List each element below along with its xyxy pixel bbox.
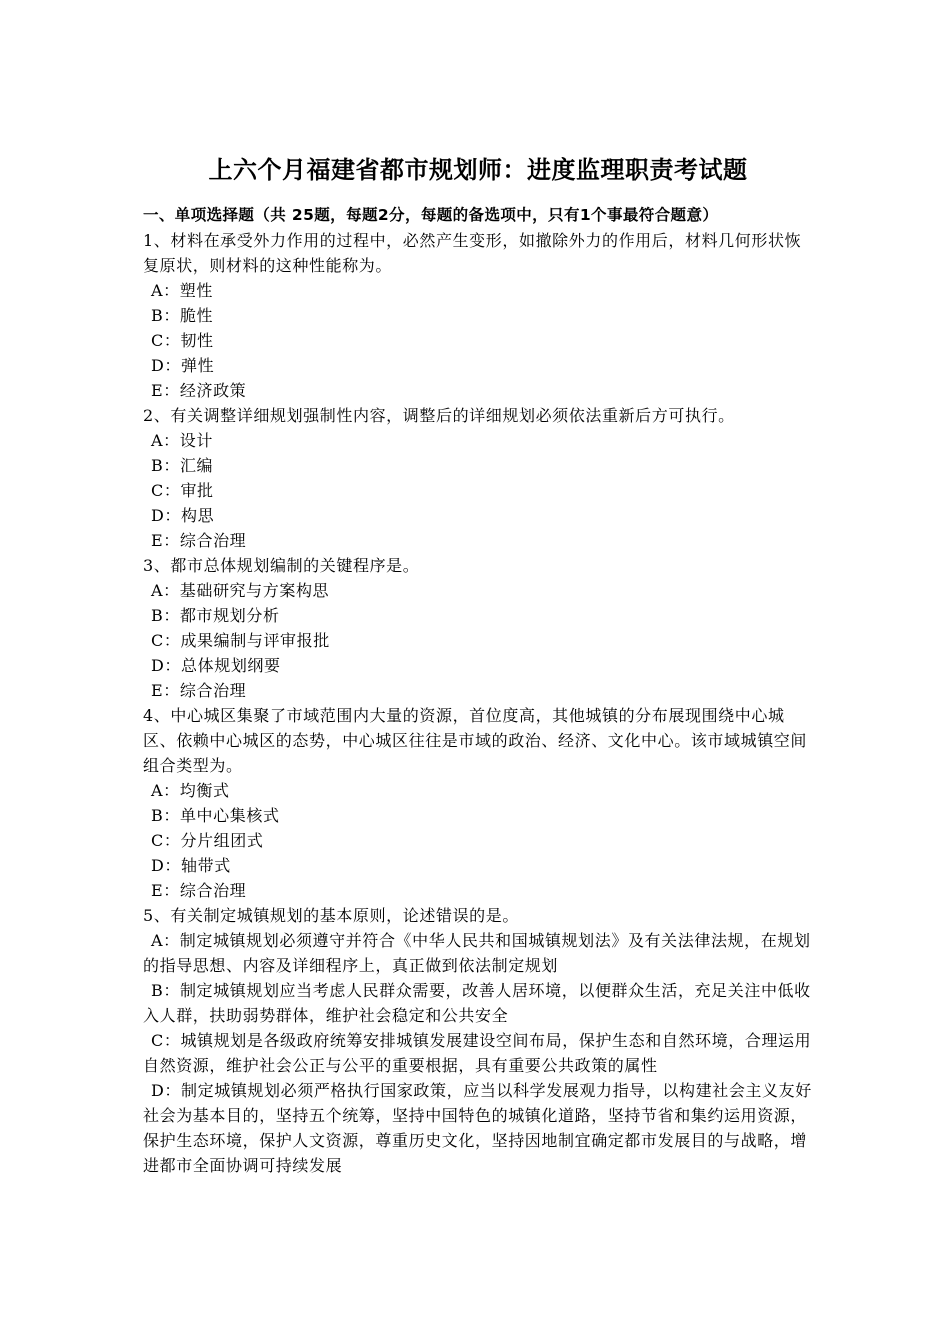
option-c: C：韧性 bbox=[151, 331, 214, 350]
option-d: D：制定城镇规划必须严格执行国家政策，应当以科学发展观力指导，以构建社会主义友好社会为基本目的，坚持五个统筹，坚持中国特色的城镇化道路，坚持节省和集约运用资源，保护生态环境，保护人文资源，尊重历史文化，坚持因地制宜确定都市发展目的与战略，增进都市全面协调可持续发展 bbox=[143, 1081, 812, 1175]
option-d: D：构思 bbox=[151, 506, 215, 525]
option-d: D：总体规划纲要 bbox=[151, 656, 281, 675]
question-4 bbox=[143, 703, 813, 903]
question-2 bbox=[143, 403, 813, 553]
option-c: C：成果编制与评审报批 bbox=[151, 631, 330, 650]
option-a: A：均衡式 bbox=[151, 781, 230, 800]
option-b: B：都市规划分析 bbox=[151, 606, 280, 625]
question-stem: 4、中心城区集聚了市域范围内大量的资源，首位度高，其他城镇的分布展现围绕中心城区、依赖中心城区的态势，中心城区往往是市域的政治、经济、文化中心。该市域城镇空间组合类型为。 bbox=[143, 706, 808, 775]
option-b: B：汇编 bbox=[151, 456, 214, 475]
option-c: C：审批 bbox=[151, 481, 214, 500]
question-5 bbox=[143, 903, 813, 1178]
question-stem: 3、都市总体规划编制的关键程序是。 bbox=[143, 556, 420, 575]
option-d: D：轴带式 bbox=[151, 856, 231, 875]
option-c: C：分片组团式 bbox=[151, 831, 264, 850]
question-stem: 5、有关制定城镇规划的基本原则，论述错误的是。 bbox=[143, 906, 519, 925]
option-e: E：综合治理 bbox=[151, 681, 247, 700]
section-heading: 一、单项选择题（共 25题，每题2分，每题的备选项中，只有1个事最符合题意） bbox=[143, 206, 719, 224]
question-stem: 1、材料在承受外力作用的过程中，必然产生变形，如撤除外力的作用后，材料几何形状恢复原状，则材料的这种性能称为。 bbox=[143, 231, 802, 275]
document-page bbox=[143, 150, 813, 1178]
option-e: E：综合治理 bbox=[151, 881, 247, 900]
question-3 bbox=[143, 553, 813, 703]
question-1 bbox=[143, 228, 813, 403]
option-b: B：制定城镇规划应当考虑人民群众需要，改善人居环境，以便群众生活，充足关注中低收入人群，扶助弱势群体，维护社会稳定和公共安全 bbox=[143, 981, 811, 1025]
option-a: A：基础研究与方案构思 bbox=[151, 581, 330, 600]
option-e: E：综合治理 bbox=[151, 531, 247, 550]
option-c: C：城镇规划是各级政府统筹安排城镇发展建设空间布局，保护生态和自然环境，合理运用自然资源，维护社会公正与公平的重要根据，具有重要公共政策的属性 bbox=[143, 1031, 812, 1075]
option-a: A：塑性 bbox=[151, 281, 213, 300]
option-d: D：弹性 bbox=[151, 356, 215, 375]
option-b: B：脆性 bbox=[151, 306, 214, 325]
option-e: E：经济政策 bbox=[151, 381, 247, 400]
option-b: B：单中心集核式 bbox=[151, 806, 280, 825]
document-title: 上六个月福建省都市规划师：进度监理职责考试题 bbox=[208, 156, 748, 184]
option-a: A：设计 bbox=[151, 431, 213, 450]
option-a: A：制定城镇规划必须遵守并符合《中华人民共和国城镇规划法》及有关法律法规，在规划的指导思想、内容及详细程序上，真正做到依法制定规划 bbox=[143, 931, 811, 975]
question-stem: 2、有关调整详细规划强制性内容，调整后的详细规划必须依法重新后方可执行。 bbox=[143, 406, 735, 425]
